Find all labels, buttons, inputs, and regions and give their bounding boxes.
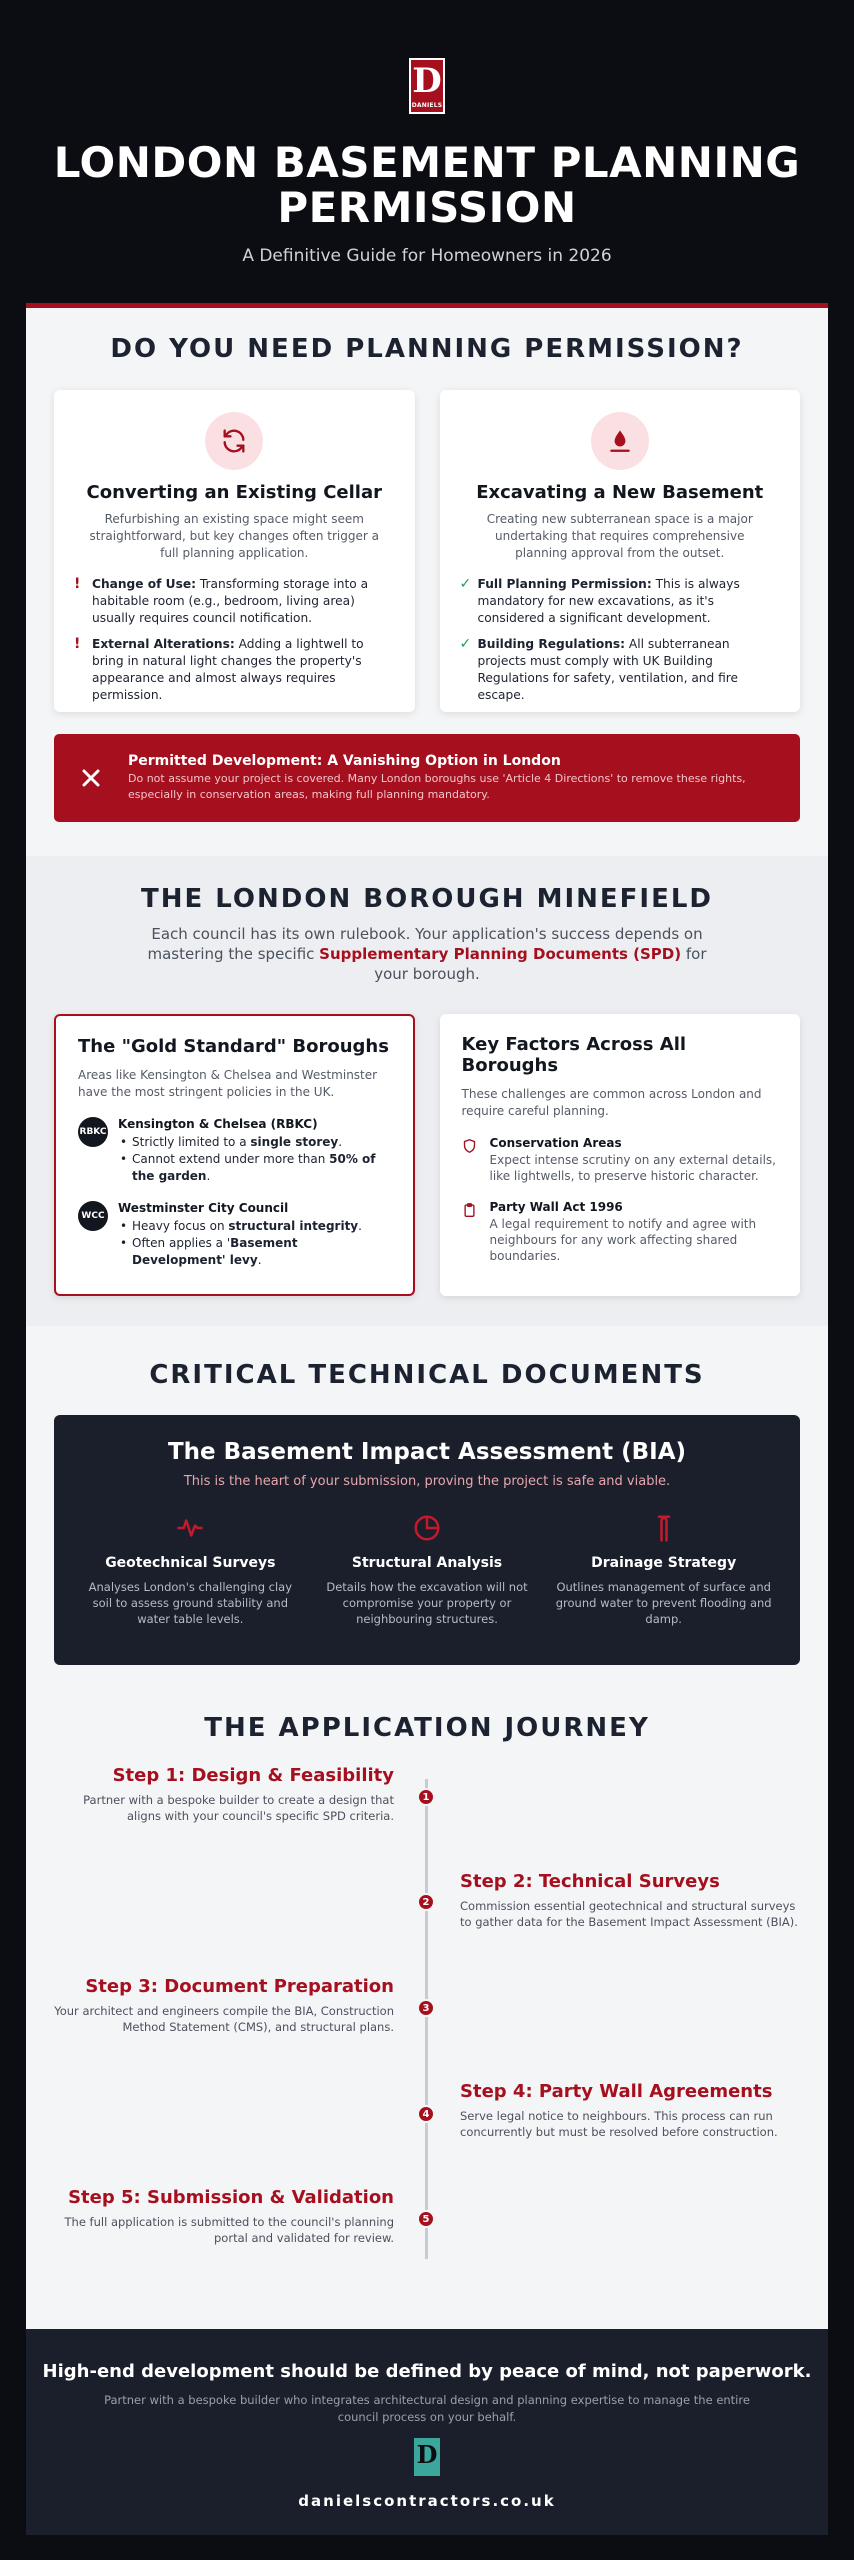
- bia-subtitle: This is the heart of your submission, proving the project is safe and viable.: [183, 1474, 671, 1489]
- step-marker: 5: [417, 2210, 435, 2228]
- bia-column-title: Structural Analysis: [351, 1555, 503, 1571]
- factor-text: A legal requirement to notify and agree with neighbours for any work affecting shared boundaries.: [489, 1217, 757, 1263]
- council-badge: RBKC: [78, 1117, 108, 1147]
- technical-title: CRITICAL TECHNICAL DOCUMENTS: [149, 1360, 705, 1390]
- council-badge: WCC: [78, 1201, 108, 1231]
- council-name: Kensington & Chelsea (RBKC): [118, 1117, 318, 1131]
- cellar-title: Converting an Existing Cellar: [86, 482, 382, 503]
- factor-item: [462, 1200, 778, 1264]
- key-factors-card: [440, 1014, 800, 1296]
- step-marker: 2: [417, 1893, 435, 1911]
- boroughs-title: THE LONDON BOROUGH MINEFIELD: [140, 884, 714, 914]
- refresh-icon: [205, 412, 263, 470]
- factor-item: [462, 1136, 778, 1184]
- bia-title: The Basement Impact Assessment (BIA): [167, 1439, 687, 1465]
- gold-title: The "Gold Standard" Boroughs: [78, 1036, 389, 1057]
- banner-title: Permitted Development: A Vanishing Option in London: [128, 753, 561, 769]
- bia-column: [545, 1513, 782, 1627]
- bia-column-text: Analyses London's challenging clay soil to assess ground stability and water table levels.: [88, 1580, 293, 1626]
- factors-title: Key Factors Across All Boroughs: [461, 1034, 687, 1076]
- journey-title: THE APPLICATION JOURNEY: [204, 1713, 650, 1743]
- logo-text: DANIELS: [411, 102, 443, 109]
- excavation-icon: [591, 412, 649, 470]
- step-text: Serve legal notice to neighbours. This process can run concurrently but must be resolved before construction.: [460, 2109, 778, 2139]
- pipe-icon: [648, 1528, 680, 1547]
- council-bullet: • Often applies a 'Basement Development' levy.: [118, 1235, 391, 1269]
- council-bullet: • Cannot extend under more than 50% of the garden.: [118, 1151, 391, 1185]
- exclamation-icon: !: [74, 576, 81, 592]
- timeline-step: [54, 1976, 394, 2035]
- council-bullet: • Heavy focus on structural integrity.: [118, 1218, 391, 1235]
- council-wcc: [78, 1201, 391, 1269]
- technical-section: [26, 1326, 828, 2329]
- timeline-step: [460, 1871, 800, 1930]
- footer-logo: D: [414, 2438, 440, 2476]
- close-icon: [74, 766, 108, 790]
- step-title: Step 1: Design & Feasibility: [112, 1765, 394, 1786]
- application-timeline: [54, 1761, 800, 2291]
- cellar-point: ! External Alterations: Adding a lightwell to bring in natural light changes the property's appearance and almost always requires permission.: [74, 636, 364, 702]
- step-text: Your architect and engineers compile the BIA, Construction Method Statement (CMS), and structural plans.: [54, 2004, 394, 2034]
- page-title: LONDON BASEMENT PLANNING PERMISSION: [53, 138, 801, 232]
- exclamation-icon: !: [74, 636, 81, 652]
- gold-standard-card: [54, 1014, 415, 1296]
- logo-letter: D: [412, 61, 442, 101]
- permitted-development-banner: [54, 734, 800, 822]
- permission-section: [26, 308, 828, 856]
- footer: [26, 2329, 828, 2535]
- bia-column-text: Outlines management of surface and ground water to prevent flooding and damp.: [555, 1580, 772, 1626]
- hero-header: [26, 25, 828, 308]
- excavation-title: Excavating a New Basement: [476, 482, 764, 503]
- check-icon: ✓: [459, 576, 472, 592]
- factors-desc: These challenges are common across London and require careful planning.: [461, 1087, 762, 1118]
- council-name: Westminster City Council: [118, 1201, 289, 1215]
- banner-text: Do not assume your project is covered. Many London boroughs use 'Article 4 Directions' to remove these rights, especially in conservation areas, making full planning mandatory.: [128, 772, 746, 801]
- excavation-card: [440, 390, 801, 712]
- spd-highlight: Supplementary Planning Documents (SPD): [319, 945, 682, 963]
- boroughs-intro: Each council has its own rulebook. Your application's success depends on mastering the specific Supplementary Planning Documents (SPD) for your borough.: [147, 925, 707, 983]
- footer-headline: High-end development should be defined by peace of mind, not paperwork.: [42, 2361, 812, 2382]
- bia-column: [72, 1513, 309, 1627]
- timeline-step: [54, 2187, 394, 2246]
- permission-title: DO YOU NEED PLANNING PERMISSION?: [110, 334, 744, 364]
- step-title: Step 4: Party Wall Agreements: [460, 2081, 773, 2102]
- step-text: Partner with a bespoke builder to create a design that aligns with your council's specific SPD criteria.: [83, 1793, 394, 1823]
- website-link[interactable]: danielscontractors.co.uk: [298, 2492, 556, 2510]
- check-icon: ✓: [459, 636, 472, 652]
- excavation-point: ✓ Full Planning Permission: This is always mandatory for new excavations, as it's considered a significant development.: [459, 576, 740, 625]
- excavation-point: ✓ Building Regulations: All subterranean projects must comply with UK Building Regulations for safety, ventilation, and fire escape.: [459, 636, 739, 702]
- timeline-step: [460, 2081, 800, 2140]
- step-marker: 1: [417, 1788, 435, 1806]
- pulse-icon: [174, 1528, 206, 1547]
- bia-column-text: Details how the excavation will not compromise your property or neighbouring structures.: [326, 1580, 528, 1626]
- step-marker: 3: [417, 1999, 435, 2017]
- step-title: Step 5: Submission & Validation: [68, 2187, 394, 2208]
- factor-text: Expect intense scrutiny on any external details, like lightwells, to preserve historic character.: [489, 1153, 776, 1183]
- infographic: [26, 25, 828, 2535]
- step-marker: 4: [417, 2105, 435, 2123]
- factor-title: Conservation Areas: [489, 1136, 622, 1150]
- bia-column-title: Drainage Strategy: [591, 1555, 737, 1571]
- cellar-card: [54, 390, 415, 712]
- gold-desc: Areas like Kensington & Chelsea and Westminster have the most stringent policies in the UK.: [78, 1068, 378, 1099]
- council-rbkc: [78, 1117, 391, 1185]
- bia-panel: [54, 1415, 800, 1665]
- footer-text: Partner with a bespoke builder who integrates architectural design and planning expertise to manage the entire council process on your behalf.: [104, 2393, 750, 2424]
- step-text: The full application is submitted to the council's planning portal and validated for review.: [64, 2215, 394, 2245]
- pie-chart-icon: [411, 1528, 443, 1547]
- council-bullet: • Strictly limited to a single storey.: [118, 1134, 391, 1151]
- bia-column-title: Geotechnical Surveys: [105, 1555, 276, 1571]
- boroughs-section: [26, 856, 828, 1326]
- step-text: Commission essential geotechnical and structural surveys to gather data for the Basement Impact Assessment (BIA).: [460, 1899, 798, 1929]
- excavation-desc: Creating new subterranean space is a major undertaking that requires comprehensive planning approval from the outset.: [486, 512, 753, 560]
- clipboard-icon: [462, 1200, 478, 1264]
- shield-icon: [462, 1136, 478, 1184]
- step-title: Step 2: Technical Surveys: [460, 1871, 720, 1892]
- cellar-point: ! Change of Use: Transforming storage into a habitable room (e.g., bedroom, living area) usually requires council notification.: [74, 576, 369, 625]
- bia-column: [309, 1513, 546, 1627]
- timeline-step: [54, 1765, 394, 1824]
- factor-title: Party Wall Act 1996: [489, 1200, 623, 1214]
- page-subtitle: A Definitive Guide for Homeowners in 2026: [242, 246, 612, 266]
- timeline-line: [425, 1779, 428, 2259]
- daniels-logo: [409, 58, 445, 114]
- cellar-desc: Refurbishing an existing space might seem straightforward, but key changes often trigger a full planning application.: [89, 512, 379, 560]
- step-title: Step 3: Document Preparation: [85, 1976, 394, 1997]
